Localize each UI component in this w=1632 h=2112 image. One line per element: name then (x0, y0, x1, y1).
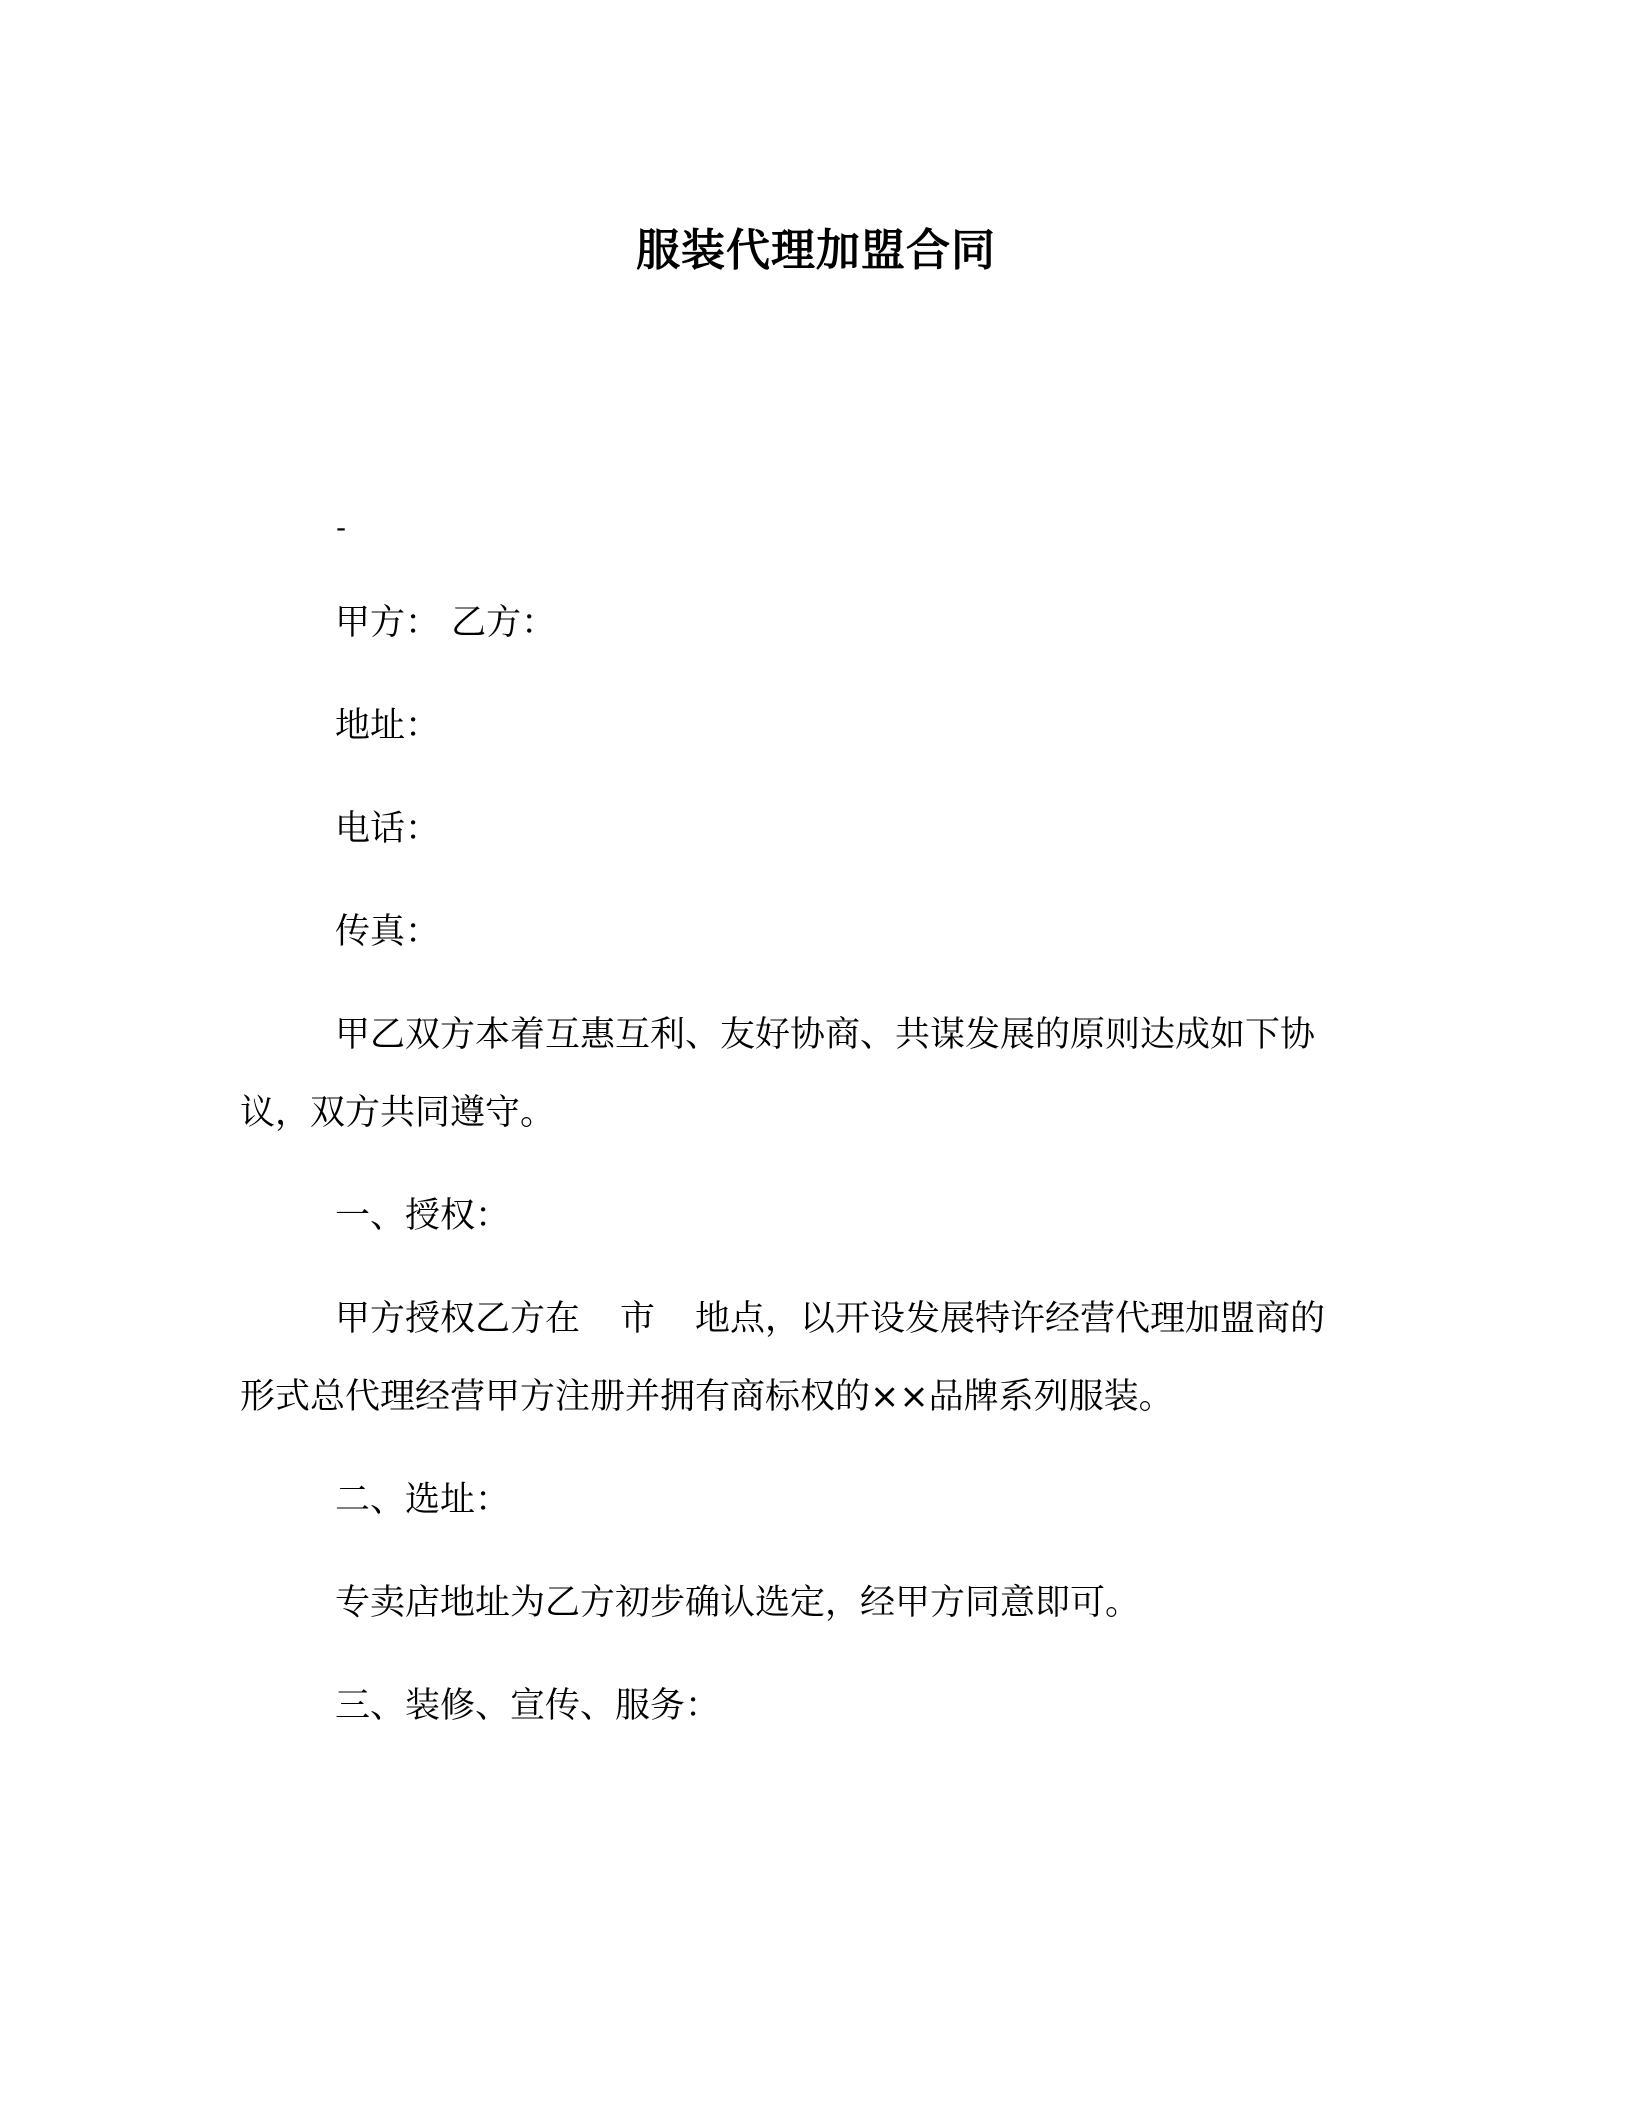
document-title: 服装代理加盟合同 (636, 225, 996, 276)
section-1-text-b: 地点，以开设发展特许经营代理加盟商的 (695, 1299, 1326, 1339)
fax-label: 传真： (335, 912, 441, 952)
phone-label: 电话： (335, 809, 441, 849)
section-3-heading: 三、装修、宣传、服务： (335, 1686, 721, 1726)
section-1-line-2: 形式总代理经营甲方注册并拥有商标权的××品牌系列服装。 (240, 1377, 1174, 1417)
party-line: 甲方： 乙方： (335, 603, 557, 643)
section-2-text: 专卖店地址为乙方初步确认选定，经甲方同意即可。 (335, 1583, 1141, 1623)
address-label: 地址： (335, 706, 441, 746)
section-1-city-label: 市 (620, 1299, 656, 1339)
section-1-line-1 (335, 1294, 1325, 1344)
section-2-heading: 二、选址： (335, 1480, 511, 1520)
section-1-heading: 一、授权： (335, 1196, 511, 1236)
dash-marker: - (336, 511, 347, 544)
section-1-text-a: 甲方授权乙方在 (335, 1299, 581, 1339)
intro-line-1: 甲乙双方本着互惠互利、友好协商、共谋发展的原则达成如下协 (335, 1015, 1316, 1055)
intro-line-2: 议，双方共同遵守。 (240, 1093, 556, 1133)
